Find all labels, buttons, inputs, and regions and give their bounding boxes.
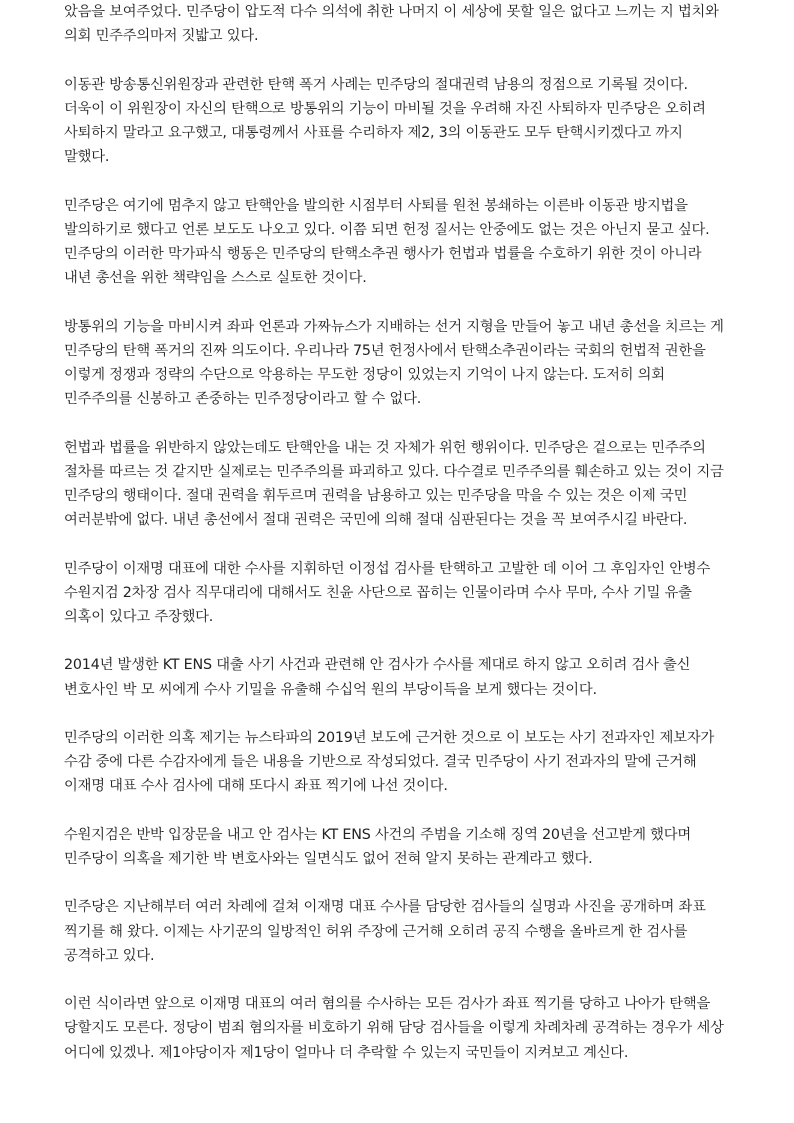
paragraph-10: 민주당은 지난해부터 여러 차례에 걸쳐 이재명 대표 수사를 담당한 검사들의 실명과 사진을 공개하며 좌표 찍기를 해 왔다. 이제는 사기꾼의 일방적인 허위 주장에 근거해 오히려 공직 수행을 올바르게 한 검사를 공격하고 있다. [64, 899, 706, 964]
paragraph-4: 방통위의 기능을 마비시켜 좌파 언론과 가짜뉴스가 지배하는 선거 지형을 만들어 놓고 내년 총선을 치르는 게 민주당의 탄핵 폭거의 진짜 의도이다. 우리나라 75년 헌정사에서 탄핵소추권이라는 국회의 헌법적 권한을 이렇게 정쟁과 정략의 수단으로 악용하는 무도한 정당이 있었는지 기억이 나지 않는다. 도저히 의회 민주주의를 신봉하고 존중하는 민주정당이라고 할 수 없다. [64, 318, 724, 408]
paragraph-7: 2014년 발생한 KT ENS 대출 사기 사건과 관련해 안 검사가 수사를 제대로 하지 않고 오히려 검사 출신 변호사인 박 모 씨에게 수사 기밀을 유출해 수십억 원의 부당이득을 보게 했다는 것이다. [64, 657, 691, 698]
paragraph-11: 이런 식이라면 앞으로 이재명 대표의 여러 혐의를 수사하는 모든 검사가 좌표 찍기를 당하고 나아가 탄핵을 당할지도 모른다. 정당이 범죄 혐의자를 비호하기 위해 담당 검사들을 이렇게 차례차례 공격하는 경우가 세상 어디에 있겠나. 제1야당이자 제1당이 얼마나 더 추락할 수 있는지 국민들이 지켜보고 계신다. [64, 996, 724, 1061]
paragraph-6: 민주당이 이재명 대표에 대한 수사를 지휘하던 이정섭 검사를 탄핵하고 고발한 데 이어 그 후임자인 안병수 수원지검 2차장 검사 직무대리에 대해서도 친윤 사단으로 꼽히는 인물이라며 수사 무마, 수사 기밀 유출 의혹이 있다고 주장했다. [64, 560, 711, 625]
paragraph-8: 민주당의 이러한 의혹 제기는 뉴스타파의 2019년 보도에 근거한 것으로 이 보도는 사기 전과자인 제보자가 수감 중에 다른 수감자에게 들은 내용을 기반으로 작성되었다. 결국 민주당이 사기 전과자의 말에 근거해 이재명 대표 수사 검사에 대해 또다시 좌표 찍기에 나선 것이다. [64, 729, 715, 795]
paragraph-3: 민주당은 여기에 멈추지 않고 탄핵안을 발의한 시점부터 사퇴를 원천 봉쇄하는 이른바 이동관 방지법을 발의하기로 했다고 언론 보도도 나오고 있다. 이쯤 되면 헌정 질서는 안중에도 없는 것은 아닌지 묻고 싶다. 민주당의 이러한 막가파식 행동은 민주당의 탄핵소추권 행사가 헌법과 법률을 수호하기 위한 것이 아니라 내년 총선을 위한 책략임을 스스로 실토한 것이다. [64, 197, 710, 287]
paragraph-9: 수원지검은 반박 입장문을 내고 안 검사는 KT ENS 사건의 주범을 기소해 징역 20년을 선고받게 했다며 민주당이 의혹을 제기한 박 변호사와는 일면식도 없어 전혀 알지 못하는 관계라고 했다. [64, 826, 692, 867]
paragraph-2: 이동관 방송통신위원장과 관련한 탄핵 폭거 사례는 민주당의 절대권력 남용의 정점으로 기록될 것이다. 더욱이 이 위원장이 자신의 탄핵으로 방통위의 기능이 마비될 것을 우려해 자진 사퇴하자 민주당은 오히려 사퇴하지 말라고 요구했고, 대통령께서 사표를 수리하자 제2, 3의 이동관도 모두 탄핵시키겠다고 까지 말했다. [64, 76, 706, 166]
paragraph-5: 헌법과 법률을 위반하지 않았는데도 탄핵안을 내는 것 자체가 위헌 행위이다. 민주당은 겉으로는 민주주의 절차를 따르는 것 같지만 실제로는 민주주의를 파괴하고 있다. 다수결로 민주주의를 훼손하고 있는 것이 지금 민주당의 행태이다. 절대 권력을 휘두르며 권력을 남용하고 있는 민주당을 막을 수 있는 것은 이제 국민 여러분밖에 없다. 내년 총선에서 절대 권력은 국민에 의해 절대 심판된다는 것을 꼭 보여주시길 바란다. [64, 439, 724, 529]
paragraph-1: 았음을 보여주었다. 민주당이 압도적 다수 의석에 취한 나머지 이 세상에 못할 일은 없다고 느끼는 지 법치와 의회 민주주의마저 짓밟고 있다. [64, 4, 719, 45]
